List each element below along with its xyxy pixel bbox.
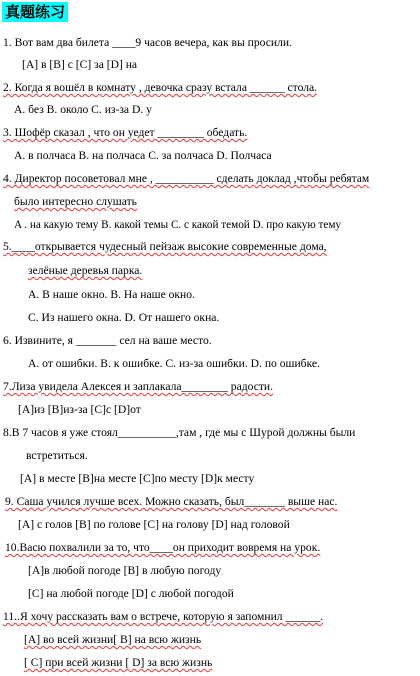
q5-options-cd: C. Из нашего окна. D. От нашего окна. [28, 311, 220, 324]
q3-stem: 3. Шофёр сказал , что он уедет ________ обедать. [3, 126, 248, 139]
q5-stem-cont: зелёные деревья парка. [28, 264, 143, 277]
q4-options: A . на какую тему B. какой темы C. с какой темой D. про какую тему [14, 219, 341, 231]
q11-options-cd: [ C] при всей жизни [ D] за всю жизнь [24, 656, 213, 669]
q9-stem: 9. Саша учился лучше всех. Можно сказать, был_______ выше нас. [5, 495, 338, 508]
q7-stem: 7.Лиза увидела Алексея и заплакала________ радости. [3, 380, 274, 393]
q10-options-ab: [A]в любой погоде [B] в любую погоду [28, 564, 222, 577]
q1-stem: 1. Вот вам два билета ____9 часов вечера, как вы просили. [3, 36, 292, 49]
q2-options: A. без B. около C. из-за D. у [14, 103, 152, 116]
q3-options: A. в полчаса B. на полчаса C. за полчаса D. Полчаса [14, 149, 272, 162]
q6-options: A. от ошибки. B. к ошибке. C. из-за ошибки. D. по ошибке. [28, 357, 320, 370]
q10-stem: 10.Васю похвалили за то, что____он приходит вовремя на урок. [5, 541, 321, 554]
q4-stem-cont: было интересно слушать [14, 195, 137, 208]
q8-options: [A] в месте [B]на месте [C]по месту [D]к месту [20, 472, 255, 485]
q6-stem: 6. Извините, я _______ сел на ваше место. [3, 334, 212, 347]
page-title: 真题练习 [2, 2, 68, 22]
q7-options: [A]из [B]из-за [C]с [D]от [18, 403, 141, 416]
q2-stem: 2. Когда я вошёл в комнату , девочка сразу встала ______ стола. [3, 81, 318, 94]
q5-options-ab: A. В наше окно. B. На наше окно. [28, 288, 195, 301]
q4-stem: 4. Директор посоветовал мне , __________ сделать доклад ,чтобы ребятам [3, 172, 370, 185]
q11-options-ab: [A] во всей жизни[ B] на всю жизнь [24, 633, 202, 646]
q9-options: [A] с голов [B] по голове [C] на голову [D] над головой [18, 518, 290, 531]
q10-options-cd: [C] на любой погоде [D] с любой погодой [28, 587, 234, 600]
q5-stem: 5.____открывается чудесный пейзаж высокие современные дома, [3, 240, 327, 253]
q1-options: [A] в [B] с [C] за [D] на [22, 58, 138, 71]
q11-stem: 11..Я хочу рассказать вам о встрече, которую я запомнил ______. [3, 610, 324, 623]
q8-stem-cont: встретиться. [26, 449, 88, 462]
q8-stem: 8.В 7 часов я уже стоял__________,там , где мы с Шурой должны были [3, 426, 356, 439]
